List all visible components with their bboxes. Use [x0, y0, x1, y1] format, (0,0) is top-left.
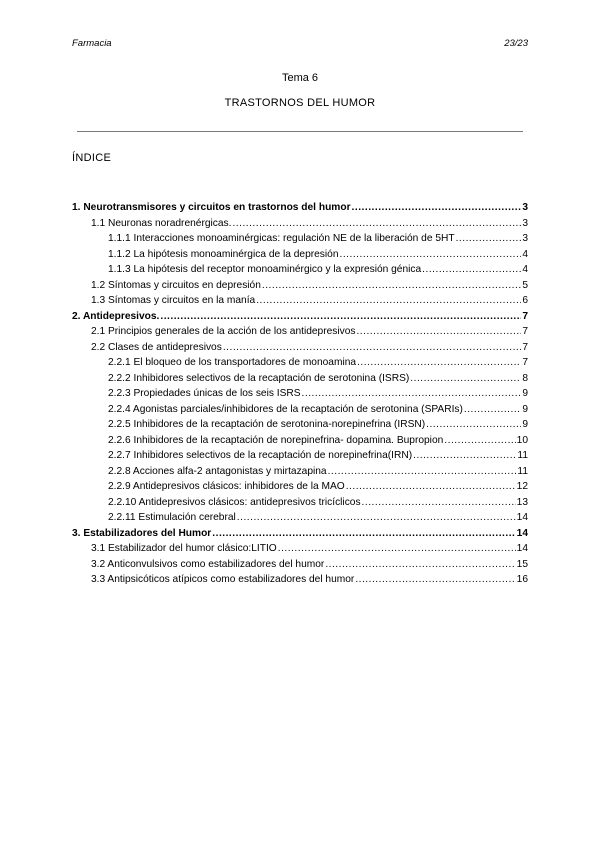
toc-entry[interactable]	[72, 495, 528, 511]
toc-entry-page: 7	[522, 326, 528, 337]
toc-entry[interactable]	[72, 216, 528, 232]
toc-dot-leader	[325, 557, 515, 573]
toc-dot-leader	[328, 464, 517, 480]
toc-entry[interactable]	[72, 510, 528, 526]
toc-entry-title: 1.1.3 La hipótesis del receptor monoaminérgico y la expresión génica	[108, 264, 422, 275]
toc-dot-leader	[256, 293, 521, 309]
index-heading: ÍNDICE	[72, 152, 112, 164]
toc-entry-page: 15	[516, 558, 528, 570]
toc-entry[interactable]	[72, 371, 528, 387]
toc-entry-page: 13	[516, 496, 528, 508]
toc-entry-page: 4	[522, 248, 528, 260]
toc-entry[interactable]	[72, 293, 528, 309]
toc-entry-title: 1. Neurotransmisores y circuitos en trastornos del humor	[72, 202, 351, 213]
toc-entry[interactable]	[72, 433, 528, 449]
toc-entry-title: 1.1.2 La hipótesis monoaminérgica de la depresión	[108, 248, 339, 260]
toc-dot-leader	[302, 386, 522, 402]
header-page-number: 23/23	[504, 38, 528, 49]
table-of-contents	[72, 200, 528, 588]
toc-entry-title: 2.2.9 Antidepresivos clásicos: inhibidores de la MAO	[108, 481, 345, 492]
toc-entry-title: 3.1 Estabilizador del humor clásico:LITIO	[91, 543, 277, 554]
toc-dot-leader	[223, 340, 522, 356]
toc-entry[interactable]	[72, 386, 528, 402]
toc-dot-leader	[232, 216, 521, 232]
toc-dot-leader	[278, 541, 516, 557]
header-subject: Farmacia	[72, 38, 112, 49]
toc-entry-title: 1.1.1 Interacciones monoaminérgicas: regulación NE de la liberación de 5HT	[108, 233, 455, 244]
toc-entry[interactable]	[72, 464, 528, 480]
toc-dot-leader	[410, 371, 521, 387]
toc-entry-page: 9	[522, 388, 528, 399]
toc-entry-page: 16	[516, 574, 528, 585]
toc-entry-page: 9	[522, 419, 528, 430]
toc-dot-leader	[340, 247, 522, 263]
toc-dot-leader	[212, 526, 515, 542]
toc-entry-page: 11	[517, 465, 528, 477]
toc-entry[interactable]	[72, 247, 528, 263]
toc-dot-leader	[413, 448, 516, 464]
toc-entry[interactable]	[72, 324, 528, 340]
toc-entry-page: 14	[516, 543, 528, 554]
toc-entry-title: 2.2.1 El bloqueo de los transportadores de monoamina	[108, 357, 357, 368]
toc-entry-page: 6	[522, 295, 528, 306]
toc-entry-title: 2.2.6 Inhibidores de la recaptación de norepinefrina- dopamina. Bupropion	[108, 434, 444, 446]
toc-entry-page: 8	[522, 372, 528, 384]
toc-entry-page: 14	[516, 527, 528, 539]
toc-entry[interactable]	[72, 309, 528, 325]
toc-dot-leader	[356, 324, 521, 340]
toc-entry-title: 1.2 Síntomas y circuitos en depresión	[91, 279, 261, 291]
toc-dot-leader	[352, 200, 522, 216]
toc-entry-title: 1.1 Neuronas noradrenérgicas.	[91, 217, 232, 229]
toc-dot-leader	[426, 417, 521, 433]
toc-entry-page: 9	[522, 403, 528, 415]
toc-entry-title: 2. Antidepresivos.	[72, 310, 160, 322]
toc-entry-title: 3.2 Anticonvulsivos como estabilizadores del humor	[91, 558, 325, 570]
toc-entry[interactable]	[72, 526, 528, 542]
toc-entry-title: 2.2 Clases de antidepresivos	[91, 341, 222, 353]
toc-dot-leader	[362, 495, 516, 511]
toc-entry[interactable]	[72, 557, 528, 573]
chapter-number: Tema 6	[281, 72, 319, 84]
toc-entry-title: 3.3 Antipsicóticos atípicos como estabilizadores del humor	[91, 574, 355, 585]
toc-entry-title: 1.3 Síntomas y circuitos en la manía	[91, 295, 256, 306]
toc-entry-title: 2.2.11 Estimulación cerebral	[108, 512, 236, 523]
toc-dot-leader	[237, 510, 516, 526]
toc-entry[interactable]	[72, 200, 528, 216]
toc-dot-leader	[262, 278, 521, 294]
toc-dot-leader	[346, 479, 516, 495]
toc-entry-page: 14	[516, 512, 528, 523]
toc-dot-leader	[444, 433, 515, 449]
toc-entry[interactable]	[72, 355, 528, 371]
toc-entry-page: 3	[522, 202, 528, 213]
toc-entry-page: 7	[522, 341, 528, 353]
toc-entry[interactable]	[72, 479, 528, 495]
toc-entry-title: 2.2.8 Acciones alfa-2 antagonistas y mirtazapina	[108, 465, 327, 477]
toc-entry[interactable]	[72, 231, 528, 247]
toc-entry-page: 5	[522, 279, 528, 291]
toc-entry[interactable]	[72, 340, 528, 356]
toc-entry-title: 2.2.2 Inhibidores selectivos de la recaptación de serotonina (ISRS)	[108, 372, 410, 384]
toc-entry-page: 3	[522, 217, 528, 229]
toc-entry-title: 2.2.10 Antidepresivos clásicos: antidepresivos tricíclicos	[108, 496, 361, 508]
toc-entry-page: 10	[516, 434, 528, 446]
toc-dot-leader	[357, 355, 521, 371]
toc-entry-title: 2.2.3 Propiedades únicas de los seis ISRS	[108, 388, 301, 399]
toc-dot-leader	[355, 572, 515, 588]
toc-entry-title: 2.2.5 Inhibidores de la recaptación de serotonina-norepinefrina (IRSN)	[108, 419, 426, 430]
toc-dot-leader	[422, 262, 521, 278]
toc-entry[interactable]	[72, 262, 528, 278]
toc-dot-leader	[456, 231, 522, 247]
toc-entry-title: 2.1 Principios generales de la acción de los antidepresivos	[91, 326, 356, 337]
toc-entry-page: 7	[522, 357, 528, 368]
title-divider	[77, 131, 523, 132]
toc-entry-page: 4	[522, 264, 528, 275]
toc-entry[interactable]	[72, 572, 528, 588]
toc-entry[interactable]	[72, 541, 528, 557]
chapter-title: TRASTORNOS DEL HUMOR	[224, 97, 376, 109]
toc-dot-leader	[160, 309, 521, 325]
toc-entry-page: 3	[522, 233, 528, 244]
toc-entry-page: 11	[517, 450, 528, 461]
toc-entry-page: 7	[522, 310, 528, 322]
toc-entry[interactable]	[72, 448, 528, 464]
toc-entry[interactable]	[72, 278, 528, 294]
toc-dot-leader	[464, 402, 521, 418]
toc-entry-page: 12	[516, 481, 528, 492]
toc-entry[interactable]	[72, 402, 528, 418]
toc-entry[interactable]	[72, 417, 528, 433]
toc-entry-title: 2.2.4 Agonistas parciales/inhibidores de la recaptación de serotonina (SPARIs)	[108, 403, 463, 415]
toc-entry-title: 3. Estabilizadores del Humor	[72, 527, 212, 539]
toc-entry-title: 2.2.7 Inhibidores selectivos de la recaptación de norepinefrina(IRN)	[108, 450, 413, 461]
